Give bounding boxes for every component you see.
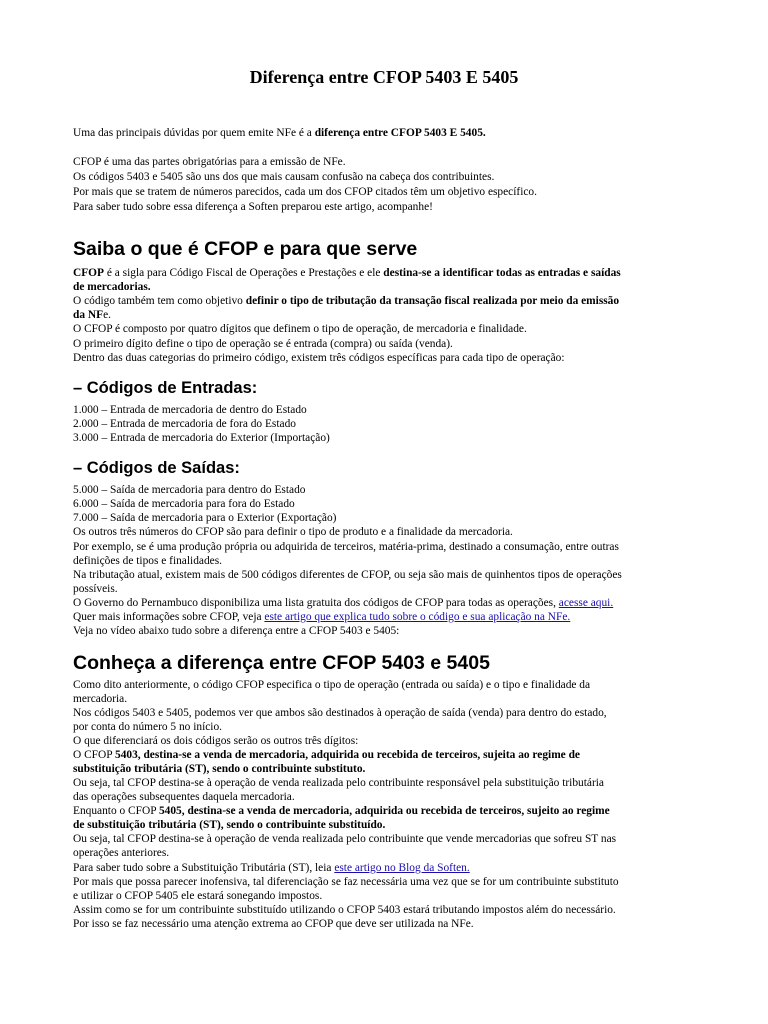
section2-emphasis: 5405, destina-se a venda de mercadoria, adquirida ou recebida de terceiros, sujeito ao regime bbox=[158, 805, 610, 817]
section1-line-7: Dentro das duas categorias do primeiro código, existem três códigos específicas para cada tipo de operação: bbox=[73, 352, 565, 364]
section2-line-7 bbox=[73, 762, 365, 776]
section1-line-3 bbox=[73, 294, 619, 308]
section2-line-15: Por mais que possa parecer inofensiva, tal diferenciação se faz necessária uma vez que se for um contribuinte substituto bbox=[73, 876, 619, 888]
section2-text: Enquanto o CFOP bbox=[73, 805, 159, 817]
section1-emphasis-cont: de mercadorias. bbox=[73, 281, 151, 293]
section2-line-2: mercadoria. bbox=[73, 693, 128, 705]
saidas-line-4: Na tributação atual, existem mais de 500 códigos diferentes de CFOP, ou seja são mais de quinhentos tipos de operações bbox=[73, 569, 622, 581]
page-title: Diferença entre CFOP 5403 E 5405 bbox=[249, 67, 519, 87]
section1-text: é a sigla para Código Fiscal de Operações e Prestações e ele bbox=[104, 267, 384, 279]
section1-line-1 bbox=[73, 266, 621, 280]
section1-text: e. bbox=[103, 309, 111, 321]
saidas-text: O Governo do Pernambuco disponibiliza uma lista gratuita dos códigos de CFOP para todas as operações, bbox=[73, 597, 559, 609]
section1-emphasis: definir o tipo de tributação da transação fiscal realizada por meio da emissão bbox=[245, 295, 620, 307]
saidas-item: 7.000 – Saída de mercadoria para o Exterior (Exportação) bbox=[73, 512, 337, 524]
section2-line-11 bbox=[73, 818, 385, 832]
section1-emphasis-cont: da NF bbox=[73, 309, 104, 321]
section-heading-saidas: – Códigos de Saídas: bbox=[73, 459, 240, 477]
section2-line-6 bbox=[73, 748, 580, 762]
section2-line-3: Nos códigos 5403 e 5405, podemos ver que ambos são destinados à operação de saída (venda) para dentro do estado, bbox=[73, 707, 607, 719]
section2-line-13: operações anteriores. bbox=[73, 847, 170, 859]
entradas-item: 2.000 – Entrada de mercadoria de fora do Estado bbox=[73, 418, 296, 430]
saidas-line-1: Os outros três números do CFOP são para definir o tipo de produto e a finalidade da mercadoria. bbox=[73, 526, 513, 538]
section2-line-17: Assim como se for um contribuinte substituído utilizando o CFOP 5403 estará tributando impostos além do necessário. bbox=[73, 904, 616, 916]
section1-line-5: O CFOP é composto por quatro dígitos que definem o tipo de operação, de mercadoria e finalidade. bbox=[73, 323, 527, 335]
cfop-article-link[interactable]: este artigo que explica tudo sobre o código e sua aplicação na NFe. bbox=[264, 611, 571, 623]
saidas-line-8: Veja no vídeo abaixo tudo sobre a diferença entre a CFOP 5403 e 5405: bbox=[73, 625, 400, 637]
section2-line-18: Por isso se faz necessário uma atenção extrema ao CFOP que deve ser utilizada na NFe. bbox=[73, 918, 474, 930]
entradas-item: 1.000 – Entrada de mercadoria de dentro do Estado bbox=[73, 404, 307, 416]
section1-line-4 bbox=[73, 308, 111, 322]
section-heading-entradas: – Códigos de Entradas: bbox=[73, 379, 258, 397]
section2-line-5: O que diferenciará os dois códigos serão os outros três dígitos: bbox=[73, 735, 359, 747]
section2-line-4: por conta do número 5 no início. bbox=[73, 721, 222, 733]
section-heading-cfop: Saiba o que é CFOP e para que serve bbox=[73, 238, 418, 260]
section2-emphasis-cont: substituição tributária (ST), sendo o contribuinte substituto. bbox=[73, 763, 366, 775]
section1-line-6: O primeiro dígito define o tipo de operação se é entrada (compra) ou saída (venda). bbox=[73, 338, 453, 350]
intro-emphasis: diferença entre CFOP 5403 E 5405. bbox=[314, 127, 486, 139]
intro-paragraph bbox=[73, 126, 486, 140]
section2-line-14 bbox=[73, 861, 470, 875]
section2-line-9: das operações subsequentes daquela mercadoria. bbox=[73, 791, 295, 803]
section2-emphasis: 5403, destina-se a venda de mercadoria, adquirida ou recebida de terceiros, sujeita ao regime de bbox=[115, 749, 580, 761]
section2-line-10 bbox=[73, 804, 610, 818]
section2-line-1: Como dito anteriormente, o código CFOP especifica o tipo de operação (entrada ou saída) e o tipo e finalidade da bbox=[73, 679, 591, 691]
cfop-term: CFOP bbox=[73, 267, 105, 279]
saidas-line-5: possíveis. bbox=[73, 583, 118, 595]
section1-emphasis: destina-se a identificar todas as entradas e saídas bbox=[383, 267, 621, 279]
section2-line-16: e utilizar o CFOP 5405 ele estará sonegando impostos. bbox=[73, 890, 323, 902]
section-heading-diferenca: Conheça a diferença entre CFOP 5403 e 5405 bbox=[73, 652, 490, 674]
blog-soften-link[interactable]: este artigo no Blog da Soften. bbox=[334, 862, 470, 874]
section2-line-8: Ou seja, tal CFOP destina-se à operação de venda realizada pelo contribuinte responsável pela substituição tributária bbox=[73, 777, 604, 789]
section1-text: O código também tem como objetivo bbox=[73, 295, 246, 307]
section2-text: O CFOP bbox=[73, 749, 115, 761]
saidas-text: Quer mais informações sobre CFOP, veja bbox=[73, 611, 265, 623]
intro-line-4: Para saber tudo sobre essa diferença a Soften preparou este artigo, acompanhe! bbox=[73, 201, 433, 213]
intro-text: Uma das principais dúvidas por quem emite NFe é a bbox=[73, 127, 315, 139]
intro-line-1: CFOP é uma das partes obrigatórias para a emissão de NFe. bbox=[73, 156, 346, 168]
intro-line-3: Por mais que se tratem de números parecidos, cada um dos CFOP citados têm um objetivo específico. bbox=[73, 186, 537, 198]
saidas-line-3: definições de tipos e finalidades. bbox=[73, 555, 222, 567]
section2-emphasis-cont: de substituição tributária (ST), sendo o contribuinte substituído. bbox=[73, 819, 386, 831]
section2-text: Para saber tudo sobre a Substituição Tributária (ST), leia bbox=[73, 862, 335, 874]
section2-line-12: Ou seja, tal CFOP destina-se à operação de venda realizada pelo contribuinte que vende mercadorias que sofreu ST nas bbox=[73, 833, 617, 845]
saidas-line-7 bbox=[73, 610, 570, 624]
saidas-line-2: Por exemplo, se é uma produção própria ou adquirida de terceiros, matéria-prima, destinado a consumação, entre outras bbox=[73, 541, 619, 553]
section1-line-2 bbox=[73, 280, 151, 294]
acesse-aqui-link[interactable]: acesse aqui. bbox=[558, 597, 614, 609]
intro-line-2: Os códigos 5403 e 5405 são uns dos que mais causam confusão na cabeça dos contribuintes. bbox=[73, 171, 495, 183]
saidas-item: 6.000 – Saída de mercadoria para fora do Estado bbox=[73, 498, 295, 510]
saidas-line-6 bbox=[73, 596, 613, 610]
entradas-item: 3.000 – Entrada de mercadoria do Exterior (Importação) bbox=[73, 432, 330, 444]
saidas-item: 5.000 – Saída de mercadoria para dentro do Estado bbox=[73, 484, 306, 496]
